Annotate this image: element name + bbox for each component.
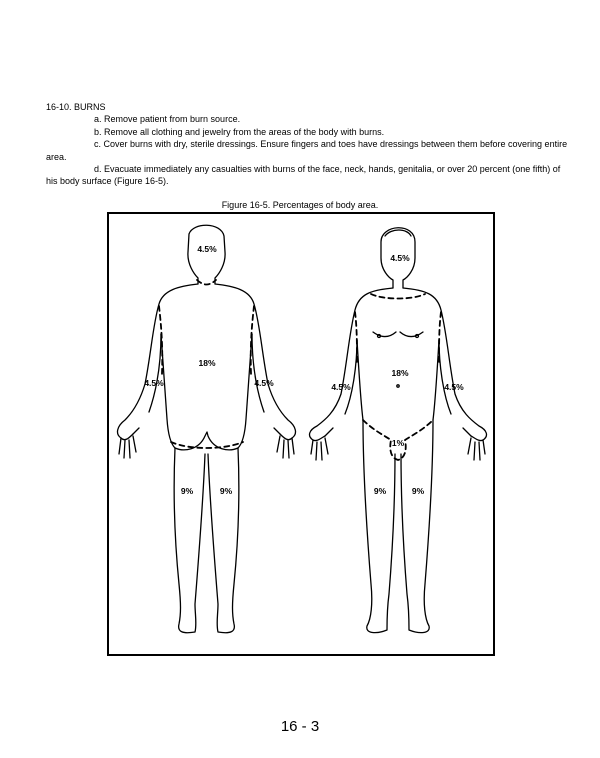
back-right-arm-label: 4.5% [254, 378, 274, 388]
front-head-label: 4.5% [390, 253, 410, 263]
back-left-arm-label: 4.5% [144, 378, 164, 388]
page-number: 16 - 3 [280, 718, 320, 735]
instruction-a: a. Remove patient from burn source. [94, 114, 241, 125]
front-view-figure [310, 228, 487, 633]
front-left-leg-label: 9% [373, 486, 387, 496]
front-left-arm-label: 4.5% [331, 382, 351, 392]
burns-section [46, 101, 568, 188]
instruction-c-continued: area. [46, 151, 67, 162]
back-trunk-label: 18% [198, 358, 216, 368]
section-heading: 16-10. BURNS [46, 102, 106, 112]
back-view-figure [118, 225, 296, 632]
front-right-arm-label: 4.5% [444, 382, 464, 392]
instruction-d-continued: his body surface (Figure 16-5). [46, 176, 169, 187]
front-right-leg-label: 9% [411, 486, 425, 496]
instruction-d: d. Evacuate immediately any casualties with burns of the face, neck, hands, genitalia, or over 20 percent (one fifth) of [94, 164, 561, 175]
body-outline-illustration [109, 214, 493, 654]
back-head-label: 4.5% [197, 244, 217, 254]
body-area-figure [107, 212, 495, 656]
back-right-leg-label: 9% [219, 486, 233, 496]
figure-caption: Figure 16-5. Percentages of body area. [221, 200, 379, 210]
instruction-b: b. Remove all clothing and jewelry from the areas of the body with burns. [94, 126, 385, 137]
instruction-c: c. Cover burns with dry, sterile dressings. Ensure fingers and toes have dressings between them before covering entire [94, 139, 568, 150]
back-left-leg-label: 9% [180, 486, 194, 496]
front-trunk-label: 18% [391, 368, 409, 378]
front-genitalia-label: 1% [391, 438, 405, 448]
